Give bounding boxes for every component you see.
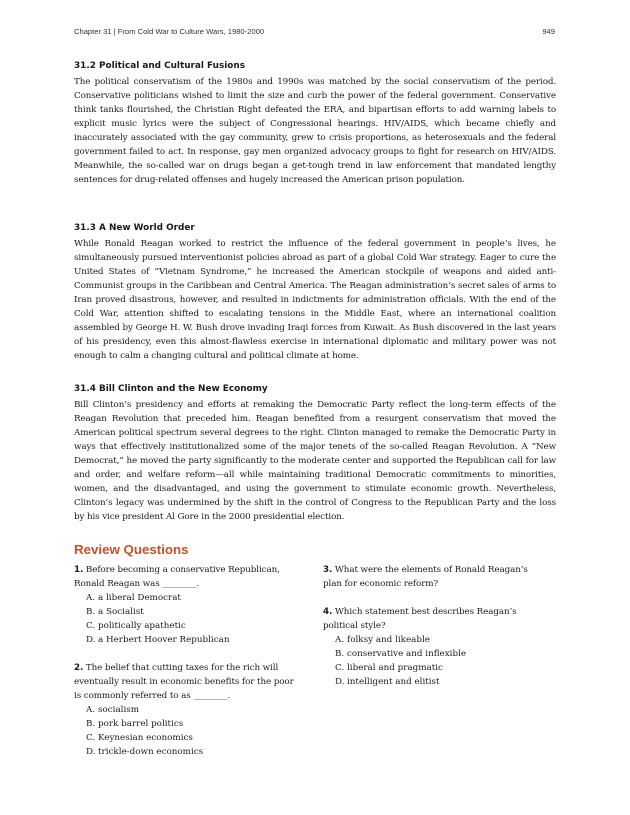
spacer xyxy=(74,647,306,661)
body-line: call for law and order, and welfare reform—all while maintaining traditional Democratic commitments xyxy=(74,456,556,480)
option-text: liberal and pragmatic xyxy=(347,663,443,673)
question-1 xyxy=(74,563,306,647)
body-line: warning labels to explicit music lyrics were the subject of Congressional hearings. HIV/AIDS, which xyxy=(74,105,556,129)
body-line: cure the United States of “Vietnam Syndrome,” he increased the American stockpile of weapons and aided xyxy=(74,253,556,277)
body-line: Bill Clinton’s presidency and efforts at remaking the Democratic Party reflect the long-term effects of the xyxy=(74,400,556,410)
option-text: a liberal Democrat xyxy=(98,593,181,603)
option-text: socialism xyxy=(98,705,140,715)
answer-options xyxy=(74,703,306,759)
option-letter: C. xyxy=(86,733,96,743)
question-stem xyxy=(74,563,306,591)
body-line: the end of the Cold War, attention shifted to escalating tensions in the Middle East, where an international xyxy=(74,295,556,319)
answer-option xyxy=(74,717,306,731)
body-line: heterosexuals and the federal government failed to act. In response, gay men organized advocacy groups xyxy=(74,133,556,157)
section-31-3 xyxy=(74,222,556,363)
question-number: 4. xyxy=(323,607,333,617)
section-heading: 31.4 Bill Clinton and the New Economy xyxy=(74,384,268,394)
running-header xyxy=(74,27,555,36)
section-heading: 31.3 A New World Order xyxy=(74,223,195,233)
answer-option xyxy=(323,633,555,647)
answer-option xyxy=(74,731,306,745)
answer-option xyxy=(323,661,555,675)
stem-line: is commonly referred to as ________. xyxy=(74,691,231,701)
option-letter: A. xyxy=(86,593,96,603)
chapter-title: Chapter 31 | From Cold War to Culture Wars, 1980-2000 xyxy=(74,27,265,36)
option-text: politically apathetic xyxy=(98,621,186,631)
body-line: anti-Communist groups in the Caribbean and Central America. The Reagan administration’s secret sales xyxy=(74,267,556,291)
page-number: 949 xyxy=(542,27,555,36)
stem-line: What were the elements of Ronald Reagan’s xyxy=(334,565,528,575)
body-line: became chiefly and inaccurately associated with the gay community, grew to crisis proportions, as xyxy=(74,119,556,143)
option-letter: B. xyxy=(335,649,345,659)
option-letter: D. xyxy=(335,677,345,687)
section-heading: 31.2 Political and Cultural Fusions xyxy=(74,61,245,71)
body-line: to minorities, women, and the disadvantaged, and using the government to stimulate economic growth. xyxy=(74,470,556,494)
option-text: conservative and inflexible xyxy=(347,649,467,659)
stem-line: plan for economic reform? xyxy=(323,579,439,589)
option-text: a Herbert Hoover Republican xyxy=(98,635,230,645)
section-body xyxy=(74,398,556,524)
body-line: American political spectrum several degrees to the right. Clinton managed to remake the Democratic Party xyxy=(74,428,545,438)
question-4 xyxy=(323,605,555,689)
option-text: intelligent and elitist xyxy=(347,677,440,687)
body-line: Reagan Revolution that preceded him. Reagan benefited from a resurgent conservatism that moved the xyxy=(74,414,556,424)
option-letter: D. xyxy=(86,747,96,757)
answer-option xyxy=(74,605,306,619)
question-number: 2. xyxy=(74,663,84,673)
option-letter: C. xyxy=(335,663,345,673)
body-line: Conservative politicians wished to limit the size and curb the power of the federal government. xyxy=(74,91,497,101)
section-31-2 xyxy=(74,60,556,187)
review-column-left xyxy=(74,563,306,759)
option-letter: C. xyxy=(86,621,96,631)
option-text: trickle-down economics xyxy=(98,747,204,757)
stem-line: political style? xyxy=(323,621,386,631)
answer-option xyxy=(74,619,306,633)
answer-option xyxy=(74,703,306,717)
body-line: Conservative think tanks flourished, the Christian Right defeated the ERA, and bipartisan efforts to add xyxy=(74,91,556,115)
stem-line: eventually result in economic benefits for the poor xyxy=(74,677,294,687)
option-text: folksy and likeable xyxy=(347,635,430,645)
body-line: to fight for research on HIV/AIDS. Meanwhile, the so-called war on drugs began a get-tough trend in xyxy=(74,147,556,171)
question-number: 1. xyxy=(74,565,84,575)
body-line: Nevertheless, Clinton’s legacy was undermined by the shift in the control of Congress to the Republican xyxy=(74,484,556,508)
stem-line: Before becoming a conservative Republican, xyxy=(85,565,280,575)
body-line: While Ronald Reagan worked to restrict the influence of the federal government in people’s lives, he xyxy=(74,239,556,249)
answer-option xyxy=(323,675,555,689)
answer-option xyxy=(74,745,306,759)
body-line: the last years of his presidency, even this almost-flawless exercise in international diplomatic and military xyxy=(74,323,557,347)
question-stem xyxy=(74,661,306,703)
option-letter: B. xyxy=(86,719,96,729)
section-31-4 xyxy=(74,383,556,524)
option-letter: A. xyxy=(86,705,96,715)
body-line: of arms to Iran proved disastrous, however, and resulted in indictments for administration officials. With xyxy=(74,281,557,305)
section-body xyxy=(74,237,556,363)
option-letter: B. xyxy=(86,607,96,617)
review-column-right xyxy=(323,563,555,689)
body-line: simultaneously pursued interventionist policies abroad as part of a global Cold War strategy. Eager to xyxy=(74,253,517,263)
option-letter: D. xyxy=(86,635,96,645)
answer-option xyxy=(74,591,306,605)
body-line: coalition assembled by George H. W. Bush drove invading Iraqi forces from Kuwait. As Bush discovered in xyxy=(74,309,556,333)
body-line: in ways that effectively institutionalized some of the major tenets of the so-called Reagan Revolution. A xyxy=(74,428,556,452)
body-line: power was not enough to calm a changing cultural and political climate at home. xyxy=(74,337,557,361)
question-stem xyxy=(323,563,555,591)
body-line: law enforcement that mandated lengthy sentences for drug-related offenses and hugely increased the xyxy=(74,161,556,185)
body-line: “New Democrat,” he moved the party significantly to the moderate center and supported the Republican xyxy=(74,442,556,466)
question-2 xyxy=(74,661,306,759)
answer-option xyxy=(323,647,555,661)
body-line: Party and the loss by his vice president Al Gore in the 2000 presidential election. xyxy=(74,498,556,522)
body-line: The political conservatism of the 1980s and 1990s was matched by the social conservatism of the period. xyxy=(74,77,556,87)
review-questions-title: Review Questions xyxy=(74,542,189,557)
question-stem xyxy=(323,605,555,633)
option-text: a Socialist xyxy=(98,607,144,617)
spacer xyxy=(323,591,555,605)
option-text: Keynesian economics xyxy=(98,733,193,743)
body-line: American prison population. xyxy=(341,175,465,185)
stem-line: The belief that cutting taxes for the rich will xyxy=(85,663,279,673)
question-3 xyxy=(323,563,555,591)
section-body xyxy=(74,75,556,187)
answer-option xyxy=(74,633,306,647)
option-letter: A. xyxy=(335,635,345,645)
question-number: 3. xyxy=(323,565,333,575)
stem-line: Ronald Reagan was ________. xyxy=(74,579,200,589)
answer-options xyxy=(323,633,555,689)
option-text: pork barrel politics xyxy=(98,719,184,729)
stem-line: Which statement best describes Reagan’s xyxy=(334,607,517,617)
answer-options xyxy=(74,591,306,647)
